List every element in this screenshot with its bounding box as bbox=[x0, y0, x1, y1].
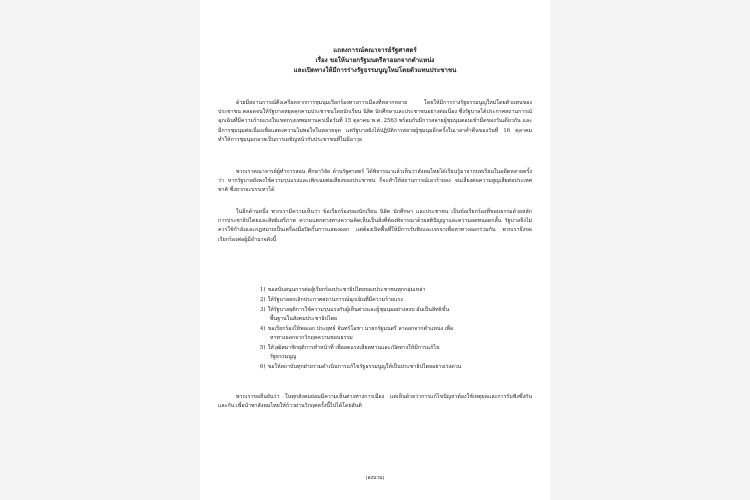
paragraph-3-text: ในอีกด้านหนึ่ง พวกเรามีความเห็นว่า ข้อเรียกร้องของนักเรียน นิสิต นักศึกษา และประชาชน เป็นข้อเรียกร้องที่ชอบธรรมด้วยหลักการประชาธิปไตยและสิทธิเสรีภาพ ความแตกต่างทางความคิดเห็นเป็นสิ่งที่ต้องพิจารณาด้วยสติปัญญาและความอดทนอดกลั้น รัฐบาลจึงไม่ควรใช้กำลังและกฎหมายเป็นเครื่องมือปิดกั้นการแสดงออก แต่ต้องเปิดพื้นที่ให้มีการรับฟังและเจรจาเพื่อหาทางออกร่วมกัน พวกเราจึงขอเรียกร้องต่อผู้มีอำนาจดังนี้ bbox=[218, 209, 532, 243]
demand-text: ให้รัฐบาลยกเลิกประกาศสถานการณ์ฉุกเฉินที่มีความร้ายแรง bbox=[267, 297, 403, 303]
document-title-line-2: เรื่อง ขอให้นายกรัฐมนตรีลาออกจากตำแหน่ง bbox=[315, 57, 435, 64]
demand-number: 4) bbox=[260, 326, 266, 332]
demand-item bbox=[260, 296, 532, 305]
demand-text: ขอเรียกร้องให้พลเอก ประยุทธ์ จันทร์โอชา นายกรัฐมนตรี ลาออกจากตำแหน่ง เพื่อ bbox=[267, 326, 454, 332]
demand-item bbox=[260, 325, 532, 343]
demand-number: 1) bbox=[260, 287, 266, 293]
document-title-line-3: และเปิดทางให้มีการร่างรัฐธรรมนูญใหม่โดยตัวแทนประชาชน bbox=[293, 67, 457, 74]
demand-number: 2) bbox=[260, 297, 266, 303]
paragraph-3 bbox=[218, 208, 532, 245]
document-page bbox=[200, 0, 550, 500]
closing-paragraph bbox=[218, 393, 532, 411]
demand-text-continued: พื้นฐานในสังคมประชาธิปไตย bbox=[270, 316, 338, 323]
demand-text: ขอให้สถาบันทุกฝ่ายร่วมดำเนินการแก้ไขรัฐธรรมนูญให้เป็นประชาธิปไตยอย่างเร่งด่วน bbox=[267, 364, 462, 370]
demand-item bbox=[260, 363, 532, 372]
paragraph-1-text: ด้วยมีสถานการณ์ตึงเครียดจากการชุมนุมเรียกร้องทางการเมืองที่หลากหลาย โดยให้มีการร่างรัฐธรรมนูญใหม่โดยตัวแทนของประชาชน ตลอดจนให้รัฐบาลหยุดคุกคามประชาชนโดยนักเรียน นิสิต นักศึกษาและประชาชนอย่างต่อเนื่อง ซึ่งรัฐบาลได้ประกาศสถานการณ์ฉุกเฉินที่มีความร้ายแรงในเขตกรุงเทพมหานครเมื่อวันที่ 15 ตุลาคม พ.ศ. 2563 พร้อมกับมีการสลายผู้ชุมนุมตอนเช้ามืดของวันเดียวกัน และมีการชุมนุมต่อเนื่องเพื่อแสดงความไม่พอใจในหลายจุด แต่รัฐบาลยังได้ปฏิบัติการสลายผู้ชุมนุมอีกครั้งในเวลาค่ำคืนของวันที่ 16 ตุลาคม ทำให้การชุมนุมกลายเป็นการเผชิญหน้ากับประชาชนที่ไม่มีอาวุธ bbox=[218, 100, 532, 143]
demand-text: ขอสนับสนุนการต่อสู้เรียกร้องประชาธิปไตยของประชาชนทุกกลุ่มเหล่า bbox=[267, 287, 426, 293]
paragraph-1 bbox=[218, 99, 532, 145]
signature-line: (ลงนาม) bbox=[365, 475, 385, 481]
closing-paragraph-text: พวกเราขอยืนยันว่า ในทุกสังคมย่อมมีความเห็นต่างทางการเมือง แต่เห็นด้วยว่าการแก้ไขปัญหาต้องใช้เหตุผลและการรับฟังซึ่งกันและกัน เพื่อนำพาสังคมไทยให้ก้าวผ่านวิกฤตครั้งนี้ไปได้โดยสันติ bbox=[218, 394, 532, 410]
demand-number: 3) bbox=[260, 307, 266, 313]
demand-text: ให้วุฒิสมาชิกยุติการทำหน้าที่ เพื่อลดแรงเสียดทานและเปิดทางให้มีการแก้ไข bbox=[267, 345, 440, 351]
demand-item bbox=[260, 344, 532, 362]
demand-item bbox=[260, 306, 532, 324]
document-title-line-1: แถลงการณ์คณาจารย์รัฐศาสตร์ bbox=[333, 47, 417, 54]
paragraph-2-text: พวกเราคณาจารย์ผู้ทำการสอน ศึกษาวิจัย ด้านรัฐศาสตร์ ได้พิจารณาแล้วเห็นว่าสังคมไทยได้เรียนรู้มาจากบทเรียนในอดีตหลายครั้งว่า หากรัฐบาลยังคงใช้ความรุนแรงและเพิกเฉยต่อเสียงของประชาชน ก็จะทำให้สถานการณ์เลวร้ายลง จนเสี่ยงต่อความสูญเสียต่อประเทศชาติ ซึ่งยากจะบรรเทาได้ bbox=[218, 169, 532, 194]
demand-number: 5) bbox=[260, 345, 266, 351]
demand-text: ให้รัฐบาลยุติการใช้ความรุนแรงกับผู้เห็นต่างและผู้ชุมนุมอย่างสงบ อันเป็นสิทธิขั้น bbox=[267, 307, 450, 313]
demand-text-continued: รัฐธรรมนูญ bbox=[270, 354, 297, 361]
demand-number: 6) bbox=[260, 364, 266, 370]
demand-text-continued: หาทางออกจากวิกฤตความชอบธรรม bbox=[270, 335, 353, 342]
paragraph-2 bbox=[218, 168, 532, 196]
demand-item bbox=[260, 286, 532, 295]
